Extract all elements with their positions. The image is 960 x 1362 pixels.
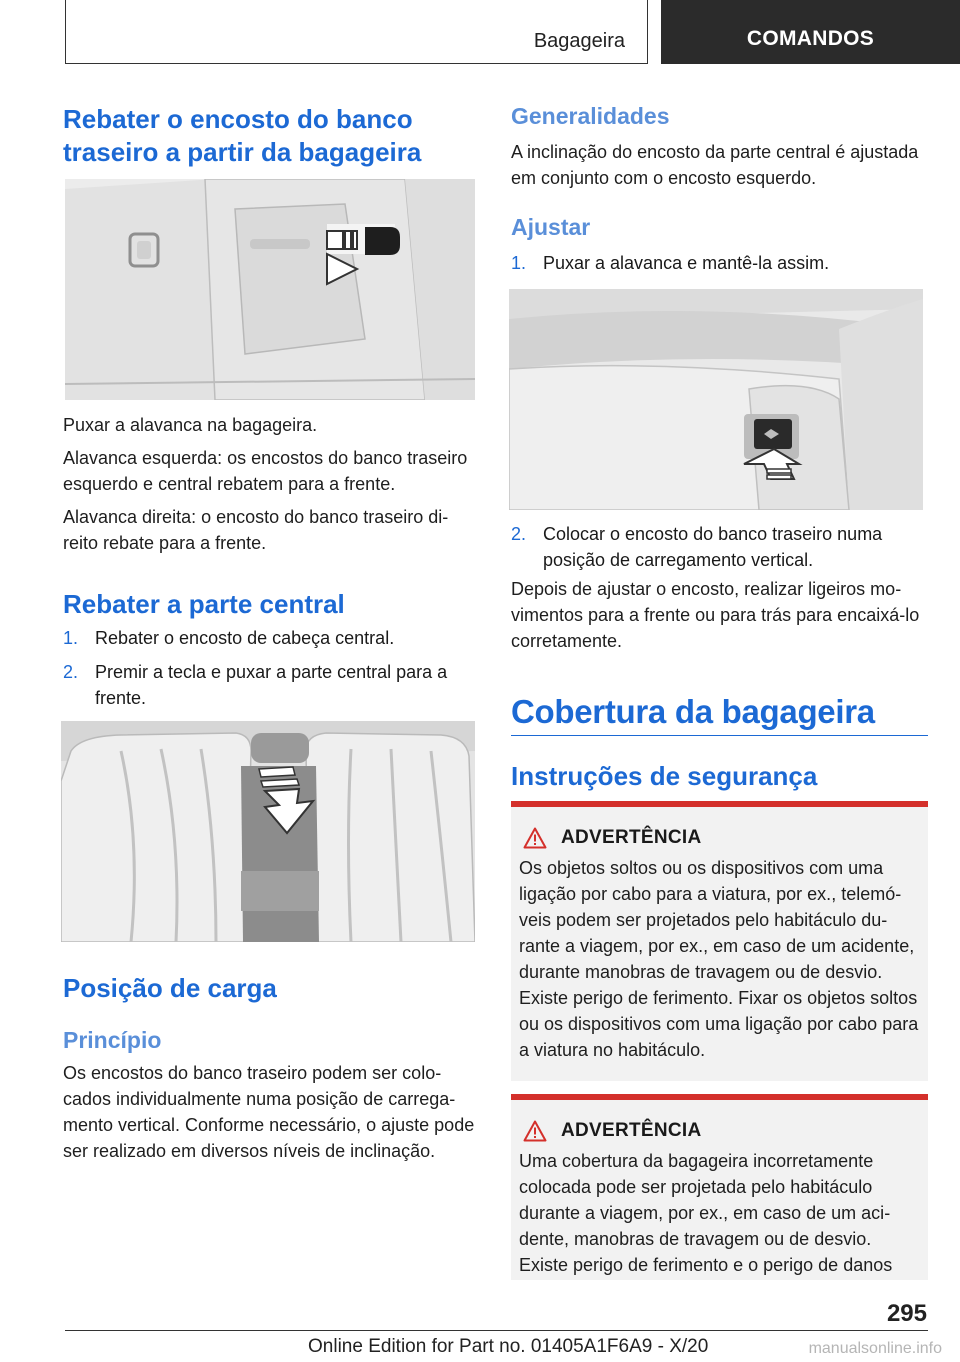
paragraph-general: A inclinação do encosto da parte central é ajustada em conjunto com o encosto esquerdo. (511, 142, 919, 188)
warning-title: ADVERTÊNCIA (519, 827, 920, 849)
paragraph-after-adjust: Depois de ajustar o encosto, realizar ligeiros movimentos para a frente ou para trás para encaixá-lo corretamente. (511, 579, 920, 651)
image-backrest-lever (509, 289, 923, 510)
page-header (0, 0, 960, 64)
section-title-fold-center: Rebater a parte central (63, 589, 345, 619)
subsection-title-principle: Princípio (63, 1027, 162, 1053)
header-section-box (65, 0, 648, 64)
steps-adjust-1 (511, 250, 928, 276)
section-title-load-position: Posição de carga (63, 973, 277, 1003)
list-item: 1. Rebater o encosto de cabeça central. (63, 628, 395, 648)
paragraph-left-lever: Alavanca esquerda: os encostos do banco traseiro esquerdo e central rebatem para a frente. (63, 448, 468, 494)
warning-triangle-icon (523, 827, 547, 849)
paragraph-right-lever: Alavanca direita: o encosto do banco traseiro direito rebate para a frente. (63, 507, 449, 553)
paragraph-principle: Os encostos do banco traseiro podem ser colocados individualmente numa posição de carregamento vertical. Conforme necessário, o ajuste pode ser realizado em diversos níveis de inclinação. (63, 1063, 475, 1161)
warning-triangle-icon (523, 1120, 547, 1142)
footer-divider (65, 1330, 928, 1331)
section-title-fold-backrest: Rebater o encosto do banco traseiro a partir da bagageira (63, 104, 422, 167)
chapter-title-luggage-cover: Cobertura da bagageira (511, 693, 875, 730)
list-item: 2. Colocar o encosto do banco traseiro numa posição de carregamento vertical. (511, 524, 883, 570)
warning-title: ADVERTÊNCIA (519, 1120, 920, 1142)
image-luggage-lever (65, 179, 475, 400)
warning-box-loose-objects (511, 801, 928, 1081)
footer-watermark-logo: manualsonline.info (808, 1340, 942, 1357)
list-item: 2. Premir a tecla e puxar a parte central para a frente. (63, 662, 448, 708)
steps-adjust-2 (511, 521, 928, 573)
steps-fold-center (63, 625, 476, 711)
header-chapter-tab: COMANDOS (661, 0, 960, 64)
list-item: 1. Puxar a alavanca e mantê-la assim. (511, 253, 830, 273)
paragraph-pull-lever: Puxar a alavanca na bagageira. (63, 415, 318, 435)
subsection-title-general: Generalidades (511, 103, 670, 129)
warning-text: Os objetos soltos ou os dispositivos com uma ligação por cabo para a viatura, por ex., telemóveis podem ser projetados pelo habitáculo durante a viagem, por ex., em caso de um acidente, durante manobras de travagem ou de desvio. Existe perigo de ferimento. Fixar os objetos soltos ou os dispositivos com uma ligação por cabo para a viatura no habitáculo. (519, 858, 919, 1060)
page-number: 295 (886, 1300, 927, 1327)
header-section-title: Bagageira (533, 30, 625, 52)
section-title-safety: Instruções de segurança (511, 761, 818, 791)
warning-text: Uma cobertura da bagageira incorretamente colocada pode ser projetada pelo habitáculo durante a viagem, por ex., em caso de um acidente, manobras de travagem ou de desvio. Existe perigo de ferimento e o perigo de danos (519, 1151, 893, 1275)
image-rear-seat-center (61, 721, 475, 942)
subsection-title-adjust: Ajustar (511, 214, 591, 240)
footer-edition: Online Edition for Part no. 01405A1F6A9 - X/20 (308, 1336, 709, 1357)
title-divider (511, 735, 928, 736)
warning-box-luggage-cover (511, 1094, 928, 1280)
